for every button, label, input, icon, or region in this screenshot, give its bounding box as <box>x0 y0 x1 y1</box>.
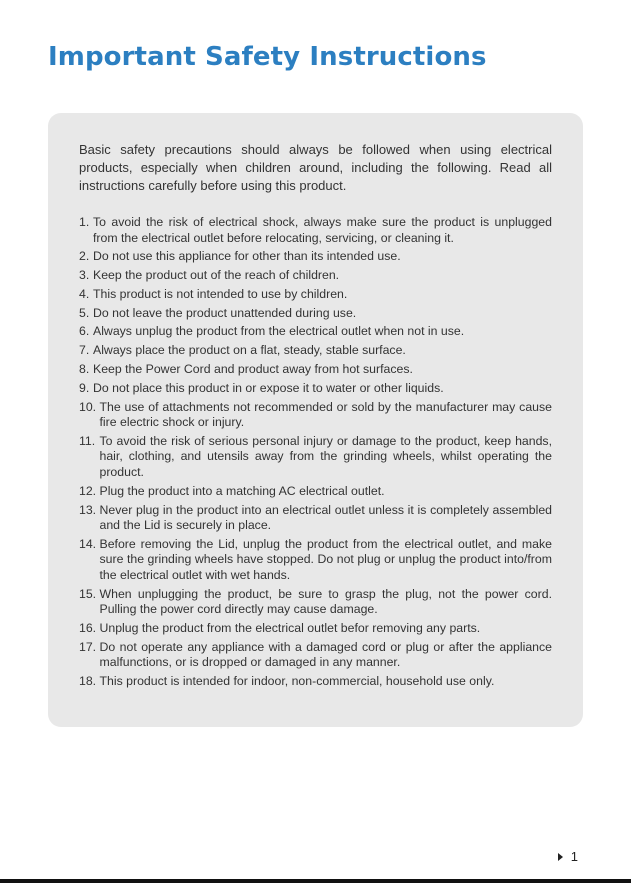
instruction-number: 13. <box>79 502 97 517</box>
instruction-text: To avoid the risk of serious personal injury or damage to the product, keep hands, hair, clothing, and utensils away from the grinding wheels, whilst operating the product. <box>99 433 552 479</box>
instruction-text: Do not place this product in or expose it to water or other liquids. <box>93 380 444 395</box>
instruction-item <box>79 215 552 246</box>
instruction-item <box>79 434 552 481</box>
instruction-number: 1. <box>79 215 90 229</box>
instruction-text: Keep the Power Cord and product away from hot surfaces. <box>93 362 413 377</box>
instruction-item <box>79 400 552 431</box>
triangle-right-icon <box>558 853 563 861</box>
instruction-item <box>79 287 552 303</box>
instruction-text: This product is intended for indoor, non-commercial, household use only. <box>99 674 495 689</box>
intro-paragraph: Basic safety precautions should always be followed when using electrical products, especially when children around, including the following. Read all instructions carefully before using this product. <box>79 142 552 193</box>
instruction-text: Before removing the Lid, unplug the product from the electrical outlet, and make sure the grinding wheels have stopped. Do not plug or unplug the product into/from the electrical outlet with wet hands. <box>99 536 552 582</box>
instruction-number: 12. <box>79 483 97 498</box>
instruction-number: 3. <box>79 268 90 283</box>
instruction-text: This product is not intended to use by children. <box>93 286 348 301</box>
instruction-text: When unplugging the product, be sure to grasp the plug, not the power cord. Pulling the power cord directly may cause damage. <box>99 586 552 617</box>
instruction-number: 10. <box>79 399 97 414</box>
safety-panel <box>48 113 583 727</box>
page-title: Important Safety Instructions <box>48 42 487 72</box>
instruction-number: 9. <box>79 380 90 395</box>
instruction-text: Do not leave the product unattended during use. <box>93 305 357 320</box>
instruction-item <box>79 268 552 284</box>
instruction-number: 6. <box>79 324 90 339</box>
instruction-text: Plug the product into a matching AC electrical outlet. <box>99 483 385 498</box>
instruction-item <box>79 537 552 584</box>
bottom-rule <box>0 879 631 883</box>
instruction-number: 5. <box>79 305 90 320</box>
instruction-number: 14. <box>79 536 97 551</box>
instruction-text: Keep the product out of the reach of children. <box>93 268 340 283</box>
instruction-item <box>79 362 552 378</box>
instruction-item <box>79 587 552 618</box>
instruction-item <box>79 249 552 265</box>
instruction-number: 16. <box>79 620 97 635</box>
instruction-text: To avoid the risk of electrical shock, always make sure the product is unplugged from the electrical outlet before relocating, servicing, or cleaning it. <box>93 215 552 245</box>
instruction-item <box>79 306 552 322</box>
instruction-text: Do not use this appliance for other than its intended use. <box>93 249 401 264</box>
instruction-list <box>79 215 552 690</box>
instruction-text: Unplug the product from the electrical outlet befor removing any parts. <box>99 620 481 635</box>
instruction-text: Never plug in the product into an electrical outlet unless it is completely assembled and the Lid is securely in place. <box>99 502 552 533</box>
instruction-number: 4. <box>79 286 90 301</box>
instruction-item <box>79 503 552 534</box>
instruction-number: 2. <box>79 249 90 264</box>
page-number: 1 <box>570 849 578 864</box>
instruction-item <box>79 640 552 671</box>
page-footer <box>558 849 578 864</box>
instruction-text: Always unplug the product from the electrical outlet when not in use. <box>93 324 465 339</box>
instruction-text: The use of attachments not recommended or sold by the manufacturer may cause fire electric shock or injury. <box>99 399 552 430</box>
instruction-item <box>79 621 552 637</box>
instruction-number: 18. <box>79 674 97 689</box>
instruction-item <box>79 674 552 690</box>
instruction-text: Do not operate any appliance with a damaged cord or plug or after the appliance malfunctions, or is dropped or damaged in any manner. <box>99 639 552 670</box>
instruction-number: 15. <box>79 586 97 601</box>
instruction-item <box>79 381 552 397</box>
instruction-item <box>79 484 552 500</box>
instruction-item <box>79 343 552 359</box>
instruction-number: 17. <box>79 639 97 654</box>
instruction-number: 7. <box>79 343 90 358</box>
instruction-text: Always place the product on a flat, steady, stable surface. <box>93 343 406 358</box>
instruction-item <box>79 324 552 340</box>
instruction-number: 11. <box>79 433 96 448</box>
instruction-number: 8. <box>79 362 90 377</box>
